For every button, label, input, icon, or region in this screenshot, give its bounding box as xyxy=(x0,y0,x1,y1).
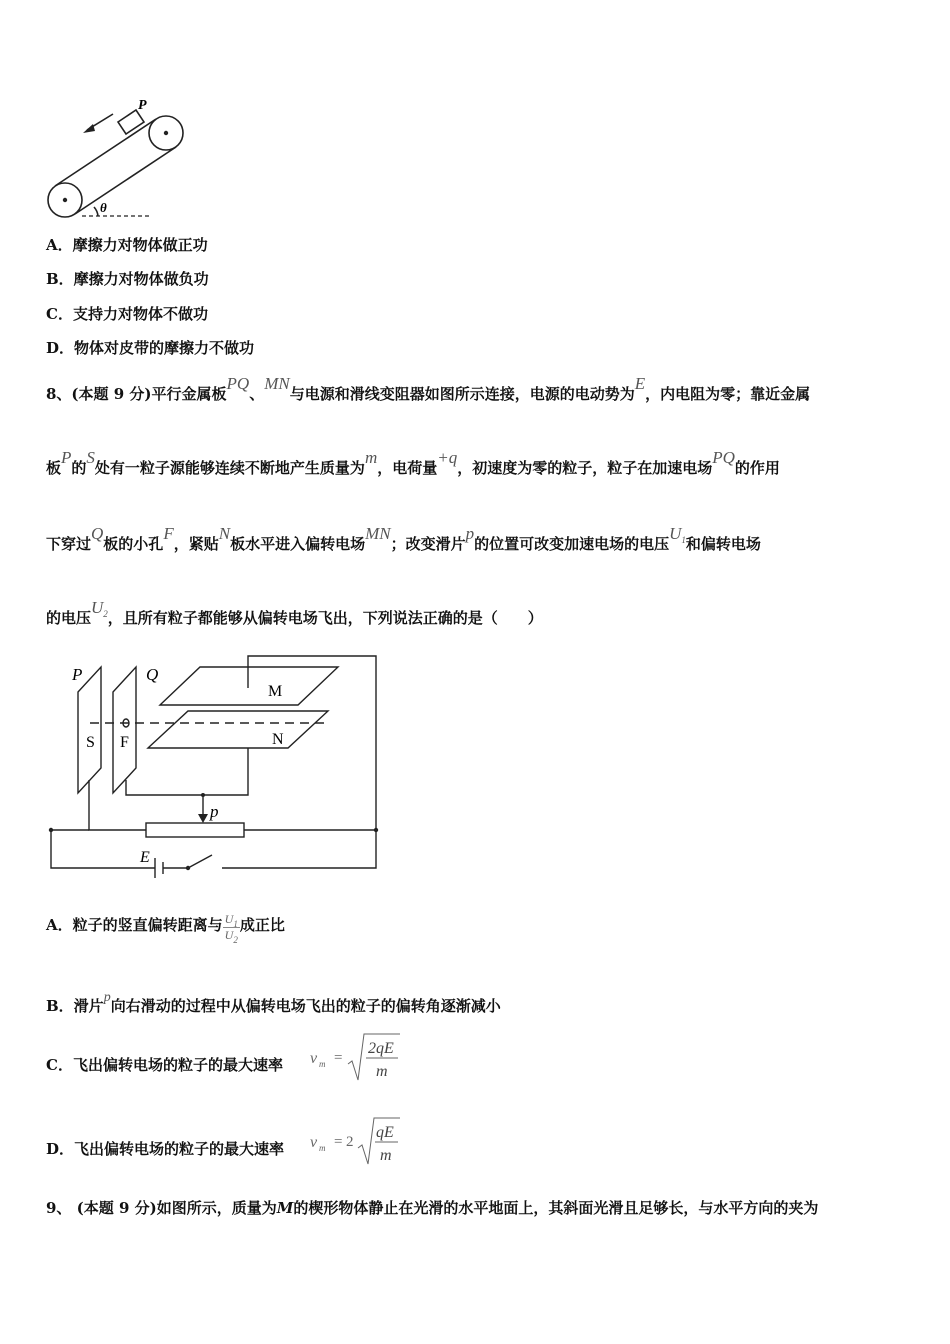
plate-n xyxy=(148,711,328,748)
q8-line-3: 下穿过Q板的小孔F，紧贴N板水平进入偏转电场MN；改变滑片p的位置可改变加速电场的电压$U_1$和偏转电场 xyxy=(46,524,761,553)
slider-arrow xyxy=(198,814,208,823)
label-f: F xyxy=(120,734,129,751)
circuit-figure xyxy=(40,650,390,880)
svg-text:v: v xyxy=(310,1134,318,1151)
belt-top xyxy=(55,119,156,186)
formula-c xyxy=(308,1030,408,1084)
q7-option-c: C．支持力对物体不做功 xyxy=(46,305,208,323)
arrow-head xyxy=(83,124,95,133)
label-s: S xyxy=(86,734,95,751)
label-theta: θ xyxy=(100,200,107,215)
svg-text:=: = xyxy=(334,1050,343,1066)
wire-n xyxy=(126,748,248,795)
label-m: M xyxy=(268,683,283,700)
q8-line-2: 板P的S处有一粒子源能够连续不断地产生质量为m，电荷量+q，初速度为零的粒子，粒子在加速电场PQ的作用 xyxy=(46,448,780,477)
label-e: E xyxy=(140,849,150,866)
rheostat xyxy=(146,823,244,837)
svg-text:2qE: 2qE xyxy=(368,1040,394,1057)
q9-line-1: 9、 (本题 9 分)如图所示，质量为M的楔形物体静止在光滑的水平地面上，其斜面光滑且足够长，与水平方向的夹为 xyxy=(46,1199,819,1217)
label-n: N xyxy=(272,731,284,748)
q8-option-d: D．飞出偏转电场的粒子的最大速率 xyxy=(46,1140,285,1158)
fraction-u1-u2: $\frac{U_1}{U_2}$ xyxy=(224,912,238,945)
formula-d xyxy=(308,1114,408,1168)
q8-option-b: B．滑片p向右滑动的过程中从偏转电场飞出的粒子的偏转角逐渐减小 xyxy=(46,990,501,1015)
q7-option-d: D．物体对皮带的摩擦力不做功 xyxy=(46,339,255,357)
plate-p xyxy=(78,667,101,793)
svg-text:qE: qE xyxy=(376,1124,394,1141)
svg-text:v: v xyxy=(310,1050,318,1067)
label-slider-p: p xyxy=(210,802,219,821)
label-p: P xyxy=(138,98,147,113)
svg-text:=: = xyxy=(334,1134,343,1150)
svg-text:m: m xyxy=(380,1147,392,1164)
svg-text:m: m xyxy=(376,1063,388,1080)
belt-bottom xyxy=(75,147,176,214)
q8-option-a: A．粒子的竖直偏转距离与 $\frac{U_1}{U_2}$ 成正比 xyxy=(46,912,285,945)
q8-line-1: 8、(本题 9 分)平行金属板PQ、MN与电源和滑线变阻器如图所示连接，电源的电动势为E，内电阻为零；靠近金属 xyxy=(46,374,811,403)
angle-arc xyxy=(94,207,98,216)
plate-m xyxy=(160,667,338,705)
svg-text:m: m xyxy=(319,1059,326,1069)
q8-line-4: 的电压$U_2$，且所有粒子都能够从偏转电场飞出，下列说法正确的是（ ） xyxy=(46,598,543,627)
svg-text:m: m xyxy=(319,1143,326,1153)
label-plate-p: P xyxy=(72,665,83,684)
svg-text:2: 2 xyxy=(346,1134,354,1150)
label-plate-q: Q xyxy=(146,665,159,684)
q7-option-b: B．摩擦力对物体做负功 xyxy=(46,270,209,288)
q8-option-c: C．飞出偏转电场的粒子的最大速率 xyxy=(46,1056,283,1074)
conveyor-belt-figure xyxy=(40,95,200,225)
switch-arm xyxy=(188,855,212,868)
plate-q xyxy=(113,667,136,793)
q7-option-a: A．摩擦力对物体做正功 xyxy=(46,236,208,254)
